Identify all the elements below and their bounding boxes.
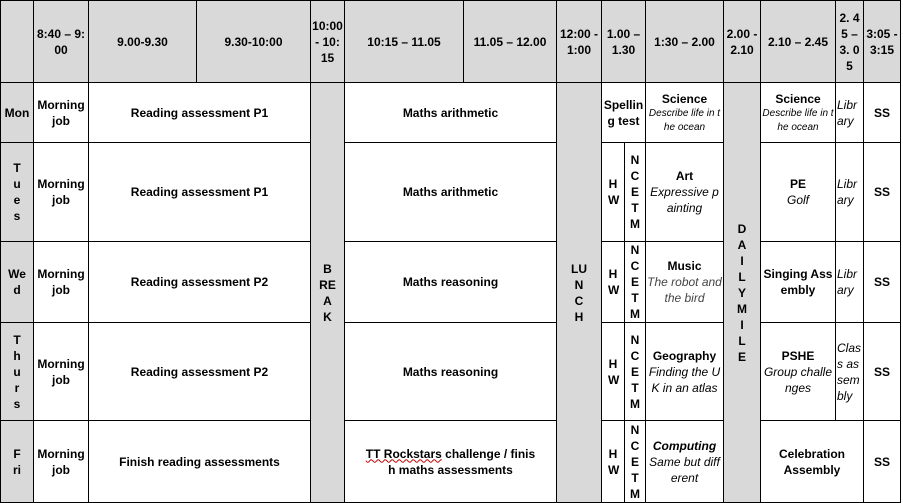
homework-slot: HW (602, 143, 625, 242)
day-row-friday (1, 421, 901, 503)
day-label: Tues (1, 143, 34, 242)
time-header: 3:05 - 3:15 (864, 1, 901, 83)
time-header: 8:40 – 9:00 (34, 1, 89, 83)
time-header: 10:15 – 11.05 (345, 1, 464, 83)
morning-job: Morning job (34, 323, 89, 421)
ncetm-slot: NCETM (625, 421, 646, 503)
library-slot: Library (836, 242, 864, 323)
header-corner (1, 1, 34, 83)
break-column (311, 83, 345, 503)
ss-slot: SS (864, 421, 901, 503)
subject-detail: Golf (786, 193, 809, 207)
ncetm-slot: NCETM (625, 143, 646, 242)
morning-job: Morning job (34, 242, 89, 323)
day-row-tuesday (1, 143, 901, 242)
ncetm-slot: NCETM (625, 323, 646, 421)
afternoon-lesson (646, 242, 724, 323)
afternoon-lesson (646, 323, 724, 421)
subject-title: Geography (652, 348, 717, 363)
subject-title: Computing (652, 438, 717, 453)
afternoon-lesson-2 (761, 83, 836, 143)
homework-slot: HW (602, 323, 625, 421)
time-header: 2. 45 – 3. 05 (836, 1, 864, 83)
subject-title: Music (667, 259, 702, 273)
time-header: 2.10 – 2.45 (761, 1, 836, 83)
reading-lesson: Reading assessment P2 (89, 323, 311, 421)
maths-lesson: Maths reasoning (345, 242, 557, 323)
maths-rest-text: challenge / finish maths assessments (388, 446, 536, 477)
time-header: 10:00 - 10:15 (311, 1, 345, 83)
time-header: 11.05 – 12.00 (464, 1, 557, 83)
time-header: 2.00 - 2.10 (724, 1, 761, 83)
subject-detail: Same but different (649, 454, 720, 485)
ss-slot: SS (864, 242, 901, 323)
time-header: 9.30-10:00 (197, 1, 311, 83)
ss-slot: SS (864, 323, 901, 421)
homework-slot: HW (602, 242, 625, 323)
lunch-column (557, 83, 602, 503)
spelling-test: Spelling test (602, 83, 646, 143)
reading-lesson: Reading assessment P1 (89, 143, 311, 242)
reading-lesson: Finish reading assessments (89, 421, 311, 503)
maths-lesson: Maths arithmetic (345, 143, 557, 242)
reading-lesson: Reading assessment P2 (89, 242, 311, 323)
ncetm-slot: NCETM (625, 242, 646, 323)
subject-title: Science (661, 91, 708, 106)
day-label: Thurs (1, 323, 34, 421)
library-slot: Library (836, 83, 864, 143)
subject-title: PSHE (781, 348, 815, 363)
afternoon-lesson-2: Singing Assembly (761, 242, 836, 323)
afternoon-lesson-2 (761, 323, 836, 421)
day-label: Wed (1, 242, 34, 323)
subject-title: PE (789, 177, 806, 191)
daily-mile-label: DAILY MILE (737, 221, 747, 364)
day-row-thursday (1, 323, 901, 421)
ss-slot: SS (864, 83, 901, 143)
day-row-wednesday (1, 242, 901, 323)
maths-lesson: Maths arithmetic (345, 83, 557, 143)
celebration-assembly: Celebration Assembly (761, 421, 864, 503)
subject-title: Art (675, 169, 694, 183)
afternoon-lesson-2 (761, 143, 836, 242)
time-header: 9.00-9.30 (89, 1, 197, 83)
maths-lesson (345, 421, 557, 503)
daily-mile-column (724, 83, 761, 503)
time-header: 1.00 – 1.30 (602, 1, 646, 83)
subject-detail: Finding the UK in an atlas (648, 364, 721, 395)
afternoon-lesson (646, 83, 724, 143)
subject-title: Science (775, 91, 821, 106)
time-header: 1:30 – 2.00 (646, 1, 724, 83)
lunch-label: LUNCH (571, 261, 587, 324)
class-assembly-slot: Class assembly (836, 323, 864, 421)
maths-lesson: Maths reasoning (345, 323, 557, 421)
subject-detail: Describe life in the ocean (648, 107, 721, 133)
day-label: Mon (1, 83, 34, 143)
day-row-monday (1, 83, 901, 143)
morning-job: Morning job (34, 421, 89, 503)
reading-lesson: Reading assessment P1 (89, 83, 311, 143)
ss-slot: SS (864, 143, 901, 242)
morning-job: Morning job (34, 83, 89, 143)
afternoon-lesson (646, 421, 724, 503)
day-label: Fri (1, 421, 34, 503)
break-label: BREAK (319, 261, 336, 324)
morning-job: Morning job (34, 143, 89, 242)
subject-detail: The robot and the bird (647, 275, 722, 305)
time-header: 12:00 - 1:00 (557, 1, 602, 83)
header-row (1, 1, 901, 83)
afternoon-lesson (646, 143, 724, 242)
library-slot: Library (836, 143, 864, 242)
subject-detail: Group challenges (763, 364, 833, 395)
subject-detail: Describe life in the ocean (762, 107, 834, 133)
homework-slot: HW (602, 421, 625, 503)
tt-rockstars-text: TT Rockstars (365, 446, 442, 461)
subject-detail: Expressive painting (650, 185, 719, 215)
